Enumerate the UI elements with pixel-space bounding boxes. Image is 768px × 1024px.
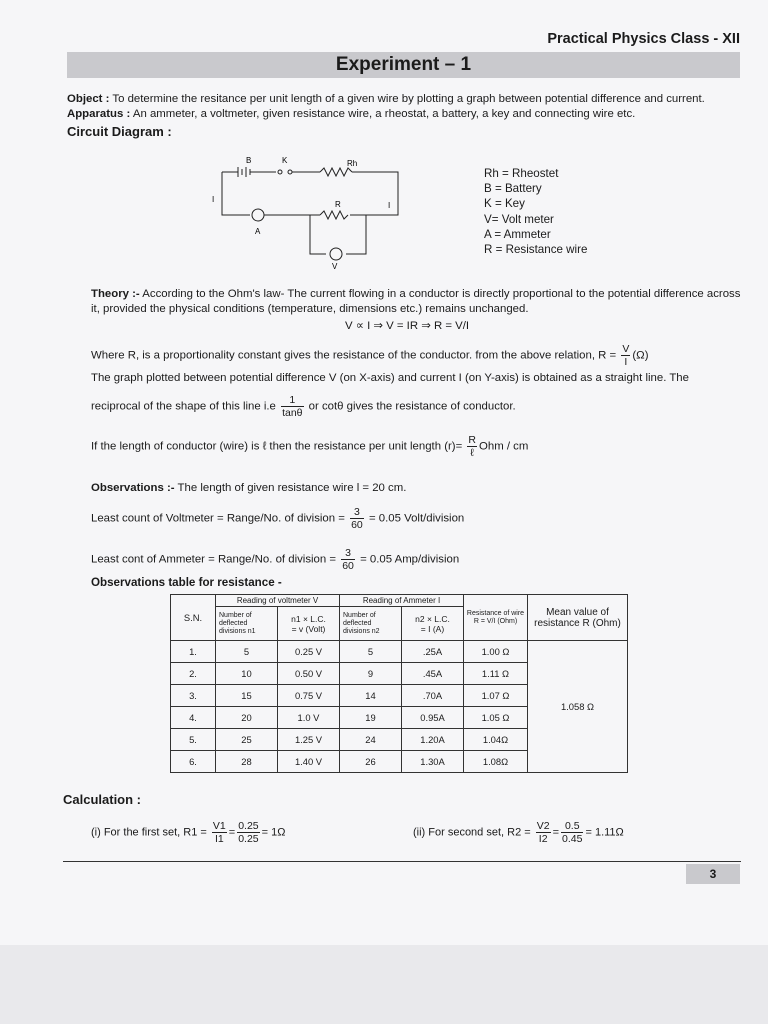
- text-span: = 1.11Ω: [585, 826, 624, 839]
- numerator: V: [622, 343, 630, 355]
- header-v-value-bottom: = v (Volt): [291, 623, 326, 634]
- voltmeter-symbol: [330, 248, 342, 260]
- text-span: If the length of conductor (wire) is ℓ then the resistance per unit length (r)=: [91, 440, 463, 453]
- object-text: To determine the resitance per unit length of a given wire by plotting a graph between potential difference and current.: [112, 93, 705, 105]
- scan-margin: [0, 945, 768, 1024]
- observations-line: [91, 482, 406, 494]
- battery-label: B: [246, 156, 252, 165]
- header-mean: Mean value of resistance R (Ohm): [528, 595, 628, 641]
- cell-sn: 2.: [171, 663, 216, 685]
- cell-sn: 3.: [171, 685, 216, 707]
- cell-voltage: 0.75 V: [278, 685, 340, 707]
- denominator: I1: [214, 833, 224, 845]
- apparatus-label: Apparatus :: [67, 108, 131, 120]
- theory-label: Theory :-: [91, 288, 140, 300]
- experiment-title: Experiment – 1: [335, 54, 472, 75]
- text-span: Ohm / cm: [479, 440, 529, 453]
- cell-voltage: 1.0 V: [278, 707, 340, 729]
- voltmeter-label: V: [332, 262, 338, 271]
- table-header-row: [171, 595, 628, 607]
- cell-n1: 20: [216, 707, 278, 729]
- header-v-value-top: n1 × L.C.: [291, 613, 326, 624]
- fraction: [237, 820, 259, 845]
- header-v-divisions: Number of deflected divisions n1: [216, 607, 278, 641]
- circuit-heading: Circuit Diagram :: [67, 124, 172, 139]
- wire-voltmeter-left: [310, 215, 326, 254]
- cell-resistance: 1.05 Ω: [464, 707, 528, 729]
- denominator: 60: [351, 519, 363, 531]
- legend-item: Rh = Rheostet: [484, 167, 559, 180]
- text-span: = 1Ω: [261, 826, 286, 839]
- ammeter-symbol: [252, 209, 264, 221]
- numerator: 3: [341, 547, 355, 560]
- cell-n1: 25: [216, 729, 278, 751]
- denominator: I: [624, 356, 628, 368]
- table-row: [171, 641, 628, 663]
- cell-current: .45A: [402, 663, 464, 685]
- wire-right: [352, 172, 398, 215]
- resistance-label: R: [335, 200, 341, 209]
- observations-text: The length of given resistance wire l = 20 cm.: [177, 482, 407, 494]
- cell-n2: 14: [340, 685, 402, 707]
- fraction: [621, 343, 630, 368]
- apparatus-text: An ammeter, a voltmeter, given resistance wire, a rheostat, a battery, a key and connecting wire etc.: [132, 108, 636, 120]
- wire-left: [222, 172, 250, 215]
- cell-current: 1.20A: [402, 729, 464, 751]
- calculation-first-set: (i) For the first set, R1 = $\frac{V1}{I1}$ = $\frac{0.25}{0.25}$ = 1Ω: [91, 820, 286, 845]
- ohms-law-equation: V ∝ I ⇒ V = IR ⇒ R = V/I: [345, 320, 470, 332]
- battery-symbol: [238, 167, 250, 177]
- voltmeter-least-count: [91, 506, 464, 531]
- theory-line-4: [91, 394, 516, 419]
- fraction: [561, 820, 583, 845]
- fraction: [212, 820, 227, 845]
- legend-item: V= Volt meter: [484, 212, 554, 226]
- book-title: Practical Physics Class - XII: [547, 31, 740, 47]
- text-span: Where R, is a proportionality constant gives the resistance of the conductor. from the above relation, R =: [91, 349, 617, 362]
- cell-resistance: 1.04Ω: [464, 729, 528, 751]
- fraction: [467, 434, 477, 459]
- key-label: K: [282, 156, 288, 165]
- theory-line-3: The graph plotted between potential difference V (on X-axis) and current I (on Y-axis) is obtained as a straight line. The: [91, 372, 689, 384]
- calculation-heading: Calculation :: [63, 792, 142, 807]
- denominator: 60: [342, 560, 354, 572]
- legend-item: R = Resistance wire: [484, 243, 588, 257]
- header-ammeter-group: Reading of Ammeter I: [340, 595, 464, 607]
- theory-line-2: [91, 343, 649, 368]
- wire-voltmeter-right: [346, 215, 366, 254]
- denominator: I2: [538, 833, 548, 845]
- numerator: V1: [212, 820, 226, 832]
- cell-voltage: 0.25 V: [278, 641, 340, 663]
- numerator: 0.25: [238, 820, 259, 832]
- header-a-value-top: n2 × L.C.: [415, 613, 450, 624]
- denominator: 0.25: [238, 833, 259, 845]
- text-span: (Ω): [632, 349, 649, 362]
- apparatus-paragraph: [67, 107, 747, 121]
- legend-item: B = Battery: [484, 182, 542, 196]
- observations-label: Observations :-: [91, 482, 175, 494]
- cell-current: 0.95A: [402, 707, 464, 729]
- header-resistance: Resistance of wire R = V/I (Ohm): [464, 595, 528, 641]
- text-span: (ii) For second set, R2 =: [413, 826, 531, 839]
- cell-n2: 26: [340, 751, 402, 773]
- text-span: (i) For the first set, R1 =: [91, 826, 207, 839]
- experiment-title-bar: [67, 52, 740, 78]
- fraction: [341, 547, 355, 572]
- footer-divider: [63, 861, 741, 862]
- text-span: or cotθ gives the resistance of conductor.: [308, 400, 516, 413]
- header-v-value: [278, 607, 340, 641]
- ammeter-least-count: [91, 547, 459, 572]
- circuit-legend: [484, 166, 587, 257]
- text-span: Least cont of Ammeter = Range/No. of division =: [91, 553, 337, 566]
- cell-n1: 5: [216, 641, 278, 663]
- theory-paragraph: [91, 287, 741, 317]
- table-title: Observations table for resistance -: [91, 576, 282, 589]
- cell-voltage: 1.25 V: [278, 729, 340, 751]
- theory-line-5: [91, 434, 528, 459]
- text-span: reciprocal of the shape of this line i.e: [91, 400, 276, 413]
- calculation-second-set: (ii) For second set, R2 = $\frac{V2}{I2}$ = $\frac{0.5}{0.45}$ = 1.11Ω: [413, 820, 624, 845]
- cell-current: .70A: [402, 685, 464, 707]
- denominator: ℓ: [470, 447, 474, 459]
- legend-item: A = Ammeter: [484, 227, 551, 241]
- page-number: 3: [686, 864, 740, 884]
- cell-resistance: 1.07 Ω: [464, 685, 528, 707]
- observations-table: [170, 594, 628, 773]
- fraction: [536, 820, 551, 845]
- cell-sn: 4.: [171, 707, 216, 729]
- resistance-symbol: [320, 211, 348, 219]
- cell-sn: 5.: [171, 729, 216, 751]
- cell-mean-resistance: 1.058 Ω: [528, 641, 628, 773]
- theory-text: According to the Ohm's law- The current flowing in a conductor is directly proportional to the potential difference across it, provided the physical conditions (temperature, dimensions etc.) remains unchanged.: [91, 288, 741, 315]
- cell-current: 1.30A: [402, 751, 464, 773]
- header-voltmeter-group: Reading of voltmeter V: [216, 595, 340, 607]
- text-span: = 0.05 Volt/division: [368, 512, 465, 525]
- current-label-right: I: [388, 201, 391, 210]
- cell-resistance: 1.11 Ω: [464, 663, 528, 685]
- header-a-divisions: Number of deflected divisions n2: [340, 607, 402, 641]
- circuit-diagram: [210, 150, 410, 275]
- cell-n1: 15: [216, 685, 278, 707]
- cell-n2: 19: [340, 707, 402, 729]
- fraction: [350, 506, 364, 531]
- cell-sn: 6.: [171, 751, 216, 773]
- header-a-value-bottom: = I (A): [420, 623, 445, 634]
- cell-voltage: 1.40 V: [278, 751, 340, 773]
- cell-n1: 28: [216, 751, 278, 773]
- fraction: [281, 394, 303, 419]
- numerator: 0.5: [561, 820, 583, 833]
- cell-n2: 9: [340, 663, 402, 685]
- cell-voltage: 0.50 V: [278, 663, 340, 685]
- denominator: 0.45: [562, 833, 583, 845]
- header-sn: S.N.: [171, 595, 216, 641]
- cell-resistance: 1.00 Ω: [464, 641, 528, 663]
- cell-n2: 24: [340, 729, 402, 751]
- header-a-value: [402, 607, 464, 641]
- rheostat-symbol: [320, 168, 352, 176]
- rheostat-label: Rh: [347, 159, 358, 168]
- object-paragraph: [67, 92, 747, 106]
- numerator: 1: [281, 394, 303, 407]
- denominator: tanθ: [282, 407, 303, 419]
- text-span: = 0.05 Amp/division: [360, 553, 460, 566]
- numerator: R: [468, 434, 476, 446]
- text-span: Least count of Voltmeter = Range/No. of division =: [91, 512, 345, 525]
- cell-sn: 1.: [171, 641, 216, 663]
- cell-resistance: 1.08Ω: [464, 751, 528, 773]
- legend-item: K = Key: [484, 197, 525, 211]
- numerator: 3: [350, 506, 364, 519]
- numerator: V2: [536, 820, 550, 832]
- key-symbol: [278, 170, 282, 174]
- current-label-left: I: [212, 195, 215, 204]
- cell-n1: 10: [216, 663, 278, 685]
- object-label: Object :: [67, 93, 110, 105]
- cell-n2: 5: [340, 641, 402, 663]
- cell-current: .25A: [402, 641, 464, 663]
- ammeter-label: A: [255, 227, 261, 236]
